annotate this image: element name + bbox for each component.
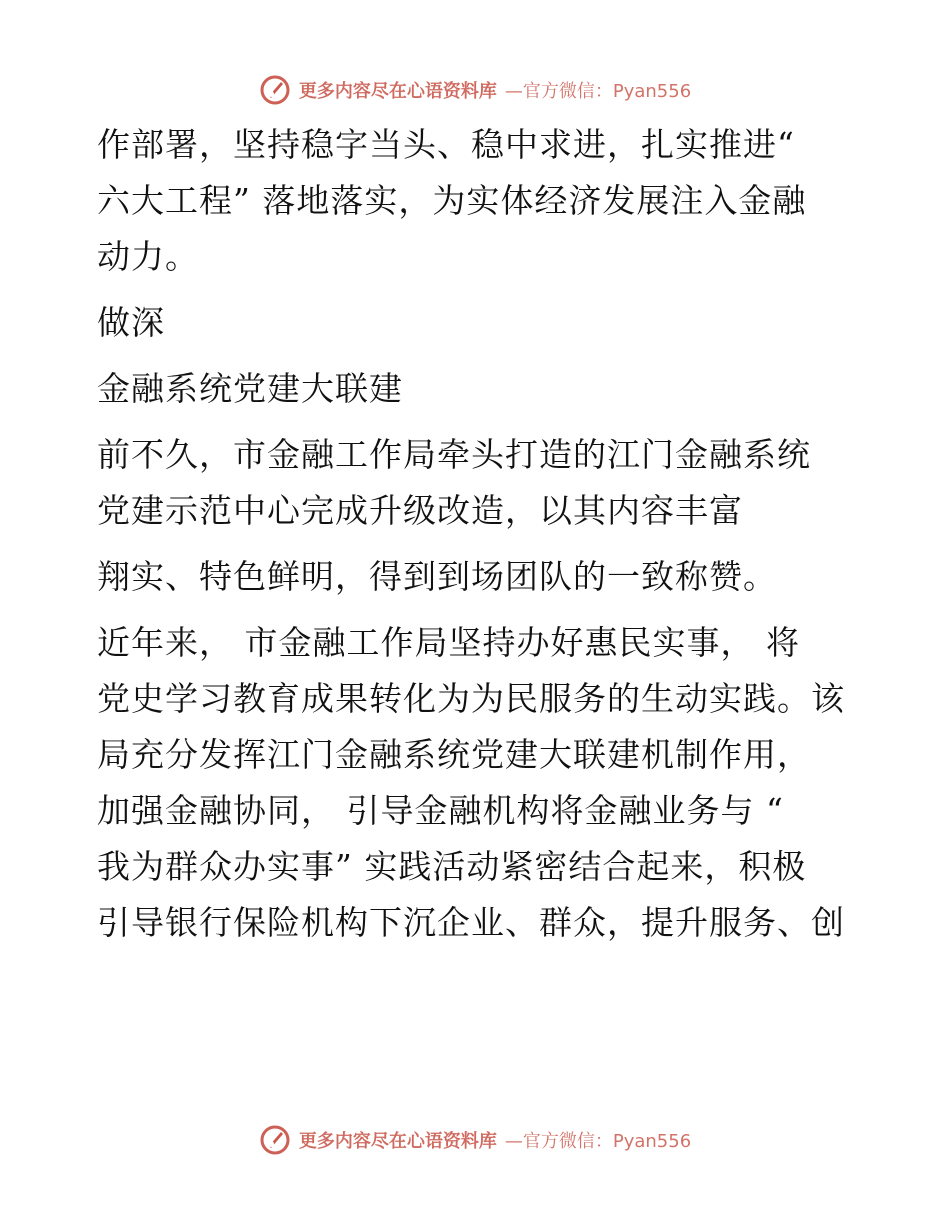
text-line: 金融系统党建大联建 (97, 369, 403, 408)
text-line: 党史学习教育成果转化为为民服务的生动实践。该 (97, 679, 845, 718)
text-line: 加强金融协同， 引导金融机构将金融业务与 “ (97, 791, 784, 830)
section-heading (97, 295, 857, 351)
document-body (97, 117, 857, 951)
text-line: 前不久，市金融工作局牵头打造的江门金融系统 (97, 435, 811, 474)
text-line: 引导银行保险机构下沉企业、群众，提升服务、创 (97, 903, 845, 942)
text-line: 党建示范中心完成升级改造，以其内容丰富 (97, 491, 743, 530)
paragraph (97, 117, 857, 285)
watermark-main-text: 更多内容尽在心语资料库 (298, 1131, 497, 1152)
section-heading (97, 361, 857, 417)
watermark-main-text: 更多内容尽在心语资料库 (298, 81, 497, 102)
paragraph (97, 615, 857, 951)
text-line: 近年来， 市金融工作局坚持办好惠民实事， 将 (97, 623, 800, 662)
footer-watermark (0, 1120, 950, 1160)
text-line: 翔实、特色鲜明，得到到场团队的一致称赞。 (97, 557, 777, 596)
text-line: 作部署，坚持稳字当头、稳中求进，扎实推进“ (97, 125, 795, 164)
paragraph (97, 549, 857, 605)
header-watermark (0, 70, 950, 110)
watermark-sub-text: —官方微信：Pyan556 (504, 81, 692, 102)
text-line: 动力。 (97, 237, 199, 276)
text-line: 局充分发挥江门金融系统党建大联建机制作用， (97, 735, 811, 774)
text-line: 我为群众办实事” 实践活动紧密结合起来，积极 (97, 847, 807, 886)
paragraph (97, 427, 857, 539)
text-line: 做深 (97, 303, 165, 342)
watermark-sub-text: —官方微信：Pyan556 (504, 1131, 692, 1152)
pen-seal-icon (259, 1124, 291, 1156)
pen-seal-icon (259, 74, 291, 106)
text-line: 六大工程” 落地落实，为实体经济发展注入金融 (97, 181, 807, 220)
